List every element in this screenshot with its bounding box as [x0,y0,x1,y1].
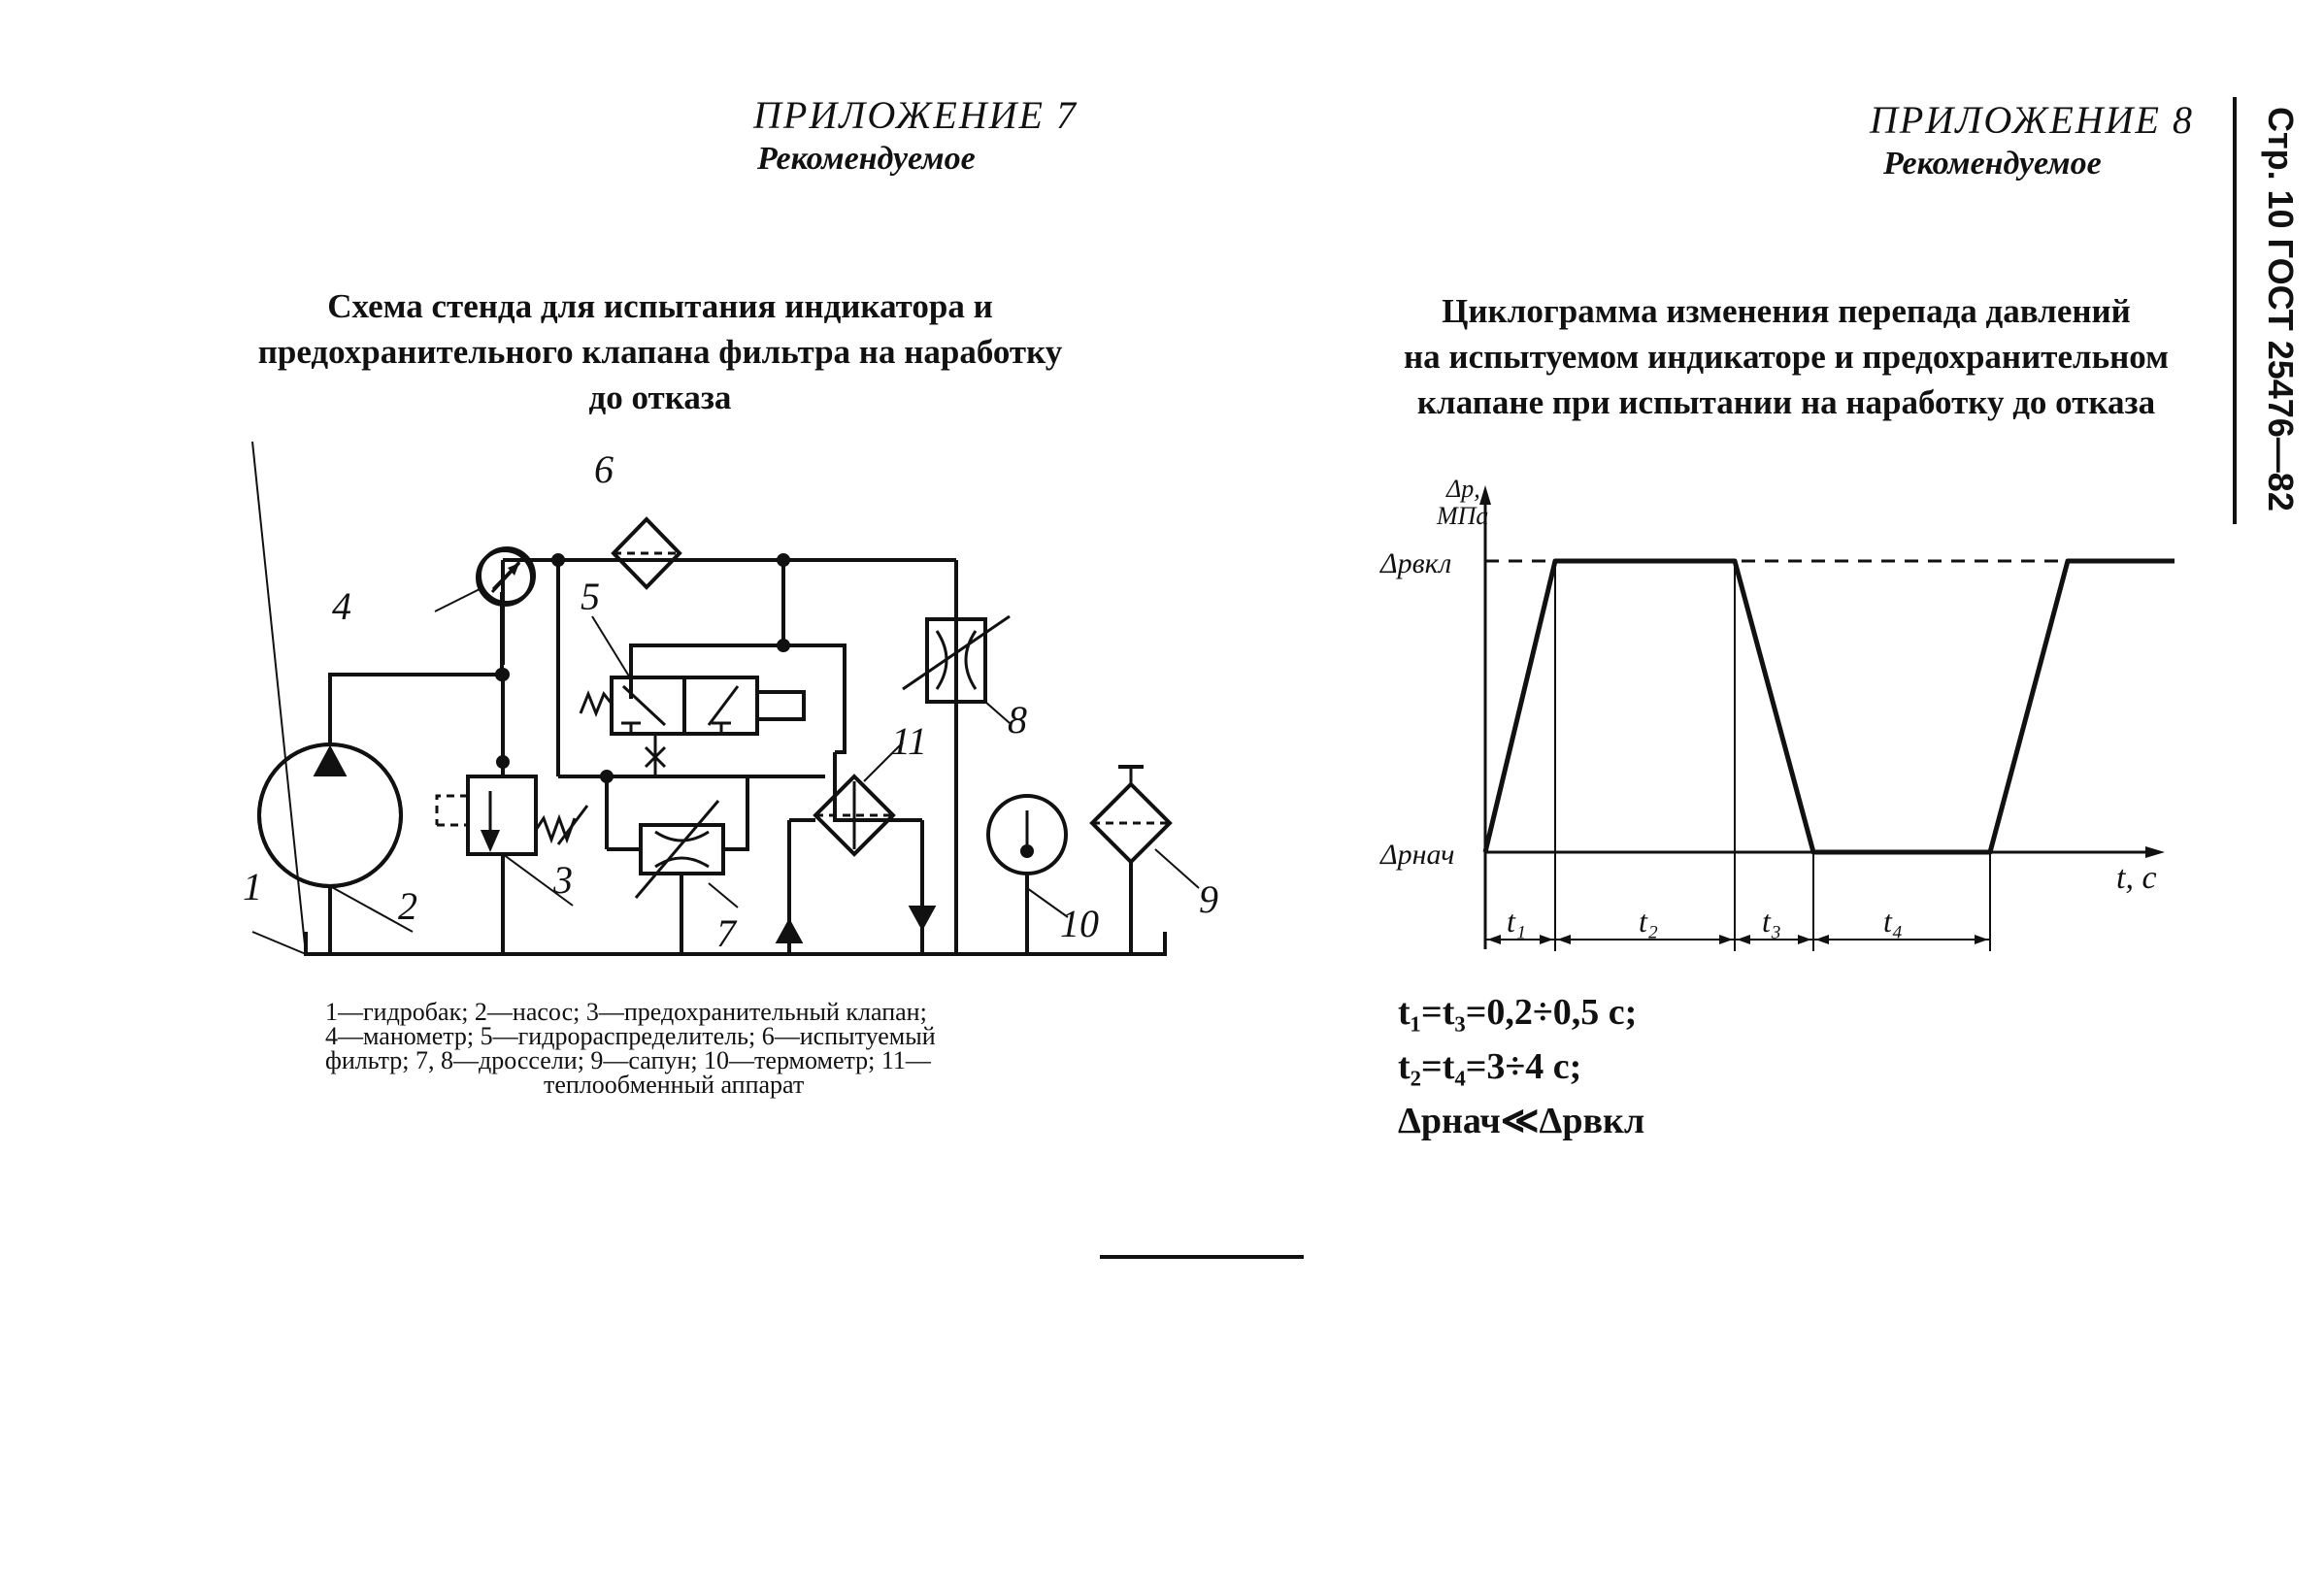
appendix7-title-line: предохранительного клапана фильтра на наработку [257,333,1063,371]
appendix7-legend [325,1000,1160,1097]
appendix7-title-line: до отказа [588,379,732,416]
interval-label-t2: t₂ [1639,904,1659,939]
label-1: 1 [243,865,262,908]
appendix7-title-line: Схема стенда для испытания индикатора и [327,287,993,325]
cyclogram-series-line [1485,561,2175,852]
label-8: 8 [1008,698,1027,742]
appendix8-title-line: Циклограмма изменения перепада давлений [1442,292,2131,330]
y-axis-label-2: МПа [1437,502,1489,530]
x-axis-arrow [2145,846,2165,858]
legend-line: фильтр; 7, 8—дроссели; 9—сапун; 10—термометр; 11— [325,1046,931,1074]
label-6: 6 [594,447,614,491]
legend-line: теплообменный аппарат [544,1071,805,1099]
y-axis-label-1: Δp, [1446,475,1480,503]
label-4: 4 [332,584,351,628]
label-11: 11 [891,719,928,763]
appendix7-sub: Рекомендуемое [757,141,976,177]
formula-t2-t4: t₂=t₄=3÷4 с; [1398,1046,1582,1087]
interval-label-t3: t₃ [1762,904,1782,939]
formulas [1398,985,1644,1148]
formula-pressure: Δpнач≪Δpвкл [1398,1101,1645,1141]
formula-t1-t3: t₁=t₃=0,2÷0,5 с; [1398,992,1638,1033]
appendix7-title [223,283,1097,420]
interval-label-t4: t₄ [1883,904,1904,939]
scheme-labels [223,442,1243,985]
y-level-lower: Δpнач [1380,839,1455,871]
appendix8-title-line: клапане при испытании на наработку до отказа [1416,383,2156,421]
label-2: 2 [398,884,417,928]
label-9: 9 [1199,877,1218,921]
appendix8-sub: Рекомендуемое [1883,146,2102,182]
label-10: 10 [1060,902,1099,945]
label-7: 7 [716,911,736,955]
interval-label-t1: t₁ [1507,904,1527,939]
appendix7-header: ПРИЛОЖЕНИЕ 7 [753,93,1078,137]
legend-line: 1—гидробак; 2—насос; 3—предохранительный клапан; [325,998,927,1026]
section-separator [1100,1255,1304,1259]
legend-line: 4—манометр; 5—гидрораспределитель; 6—испытуемый [325,1022,936,1050]
appendix8-title [1349,288,2223,425]
label-5: 5 [581,575,600,618]
y-level-upper: Δpвкл [1380,547,1452,579]
appendix8-title-line: на испытуемом индикаторе и предохранительном [1404,338,2169,376]
side-rule [2233,97,2237,524]
x-axis-label: t, с [2116,860,2157,896]
appendix8-header: ПРИЛОЖЕНИЕ 8 [1870,98,2194,142]
cyclogram-chart [1380,475,2194,990]
side-page-header: Стр. 10 ГОСТ 25476—82 [2261,107,2301,512]
label-3: 3 [553,858,573,902]
